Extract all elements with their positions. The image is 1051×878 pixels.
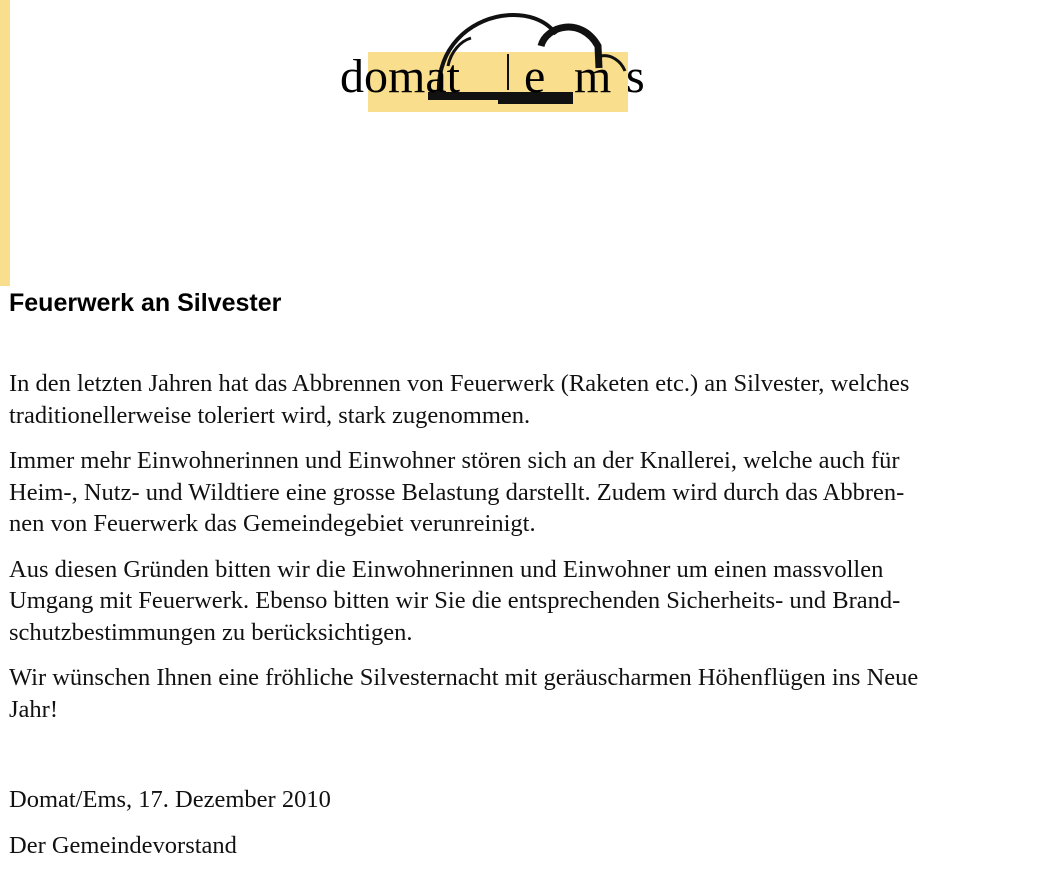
text-line: nen von Feuerwerk das Gemeindegebiet verunreinigt. bbox=[9, 510, 536, 537]
document-title: Feuerwerk an Silvester bbox=[9, 289, 282, 317]
left-accent-bar bbox=[0, 0, 10, 286]
logo-letter-s: s bbox=[626, 50, 645, 103]
document-closing bbox=[9, 784, 331, 875]
text-line: Umgang mit Feuerwerk. Ebenso bitten wir Sie die entsprechenden Sicherheits- und Brand- bbox=[9, 587, 901, 614]
text-line: In den letzten Jahren hat das Abbrennen von Feuerwerk (Raketen etc.) an Silvester, welches bbox=[9, 370, 910, 397]
text-line: Heim-, Nutz- und Wildtiere eine grosse Belastung darstellt. Zudem wird durch das Abbren- bbox=[9, 478, 905, 506]
text-line: Immer mehr Einwohnerinnen und Einwohner stören sich an der Knallerei, welche auch für bbox=[9, 447, 900, 474]
paragraph-1 bbox=[9, 368, 1041, 431]
text-line: Jahr! bbox=[9, 695, 58, 723]
text-line: traditionellerweise toleriert wird, stark zugenommen. bbox=[9, 401, 531, 429]
text-line: Wir wünschen Ihnen eine fröhliche Silvesternacht mit geräuscharmen Höhenflügen ins Neue bbox=[9, 664, 919, 691]
paragraph-4 bbox=[9, 662, 1041, 725]
domat-ems-logo bbox=[336, 6, 666, 118]
text-line: Aus diesen Gründen bitten wir die Einwohnerinnen und Einwohner um einen massvollen bbox=[9, 555, 884, 583]
logo-letter-m: m bbox=[574, 50, 612, 103]
text-line: schutzbestimmungen zu berücksichtigen. bbox=[9, 618, 413, 646]
logo-text-domat: domat bbox=[340, 50, 460, 103]
paragraph-3 bbox=[9, 554, 1041, 649]
place-date: Domat/Ems, 17. Dezember 2010 bbox=[9, 786, 331, 813]
paragraph-2 bbox=[9, 445, 1041, 540]
signature: Der Gemeindevorstand bbox=[9, 831, 237, 859]
logo-letter-e: e bbox=[524, 50, 546, 103]
document-body bbox=[9, 368, 1041, 739]
